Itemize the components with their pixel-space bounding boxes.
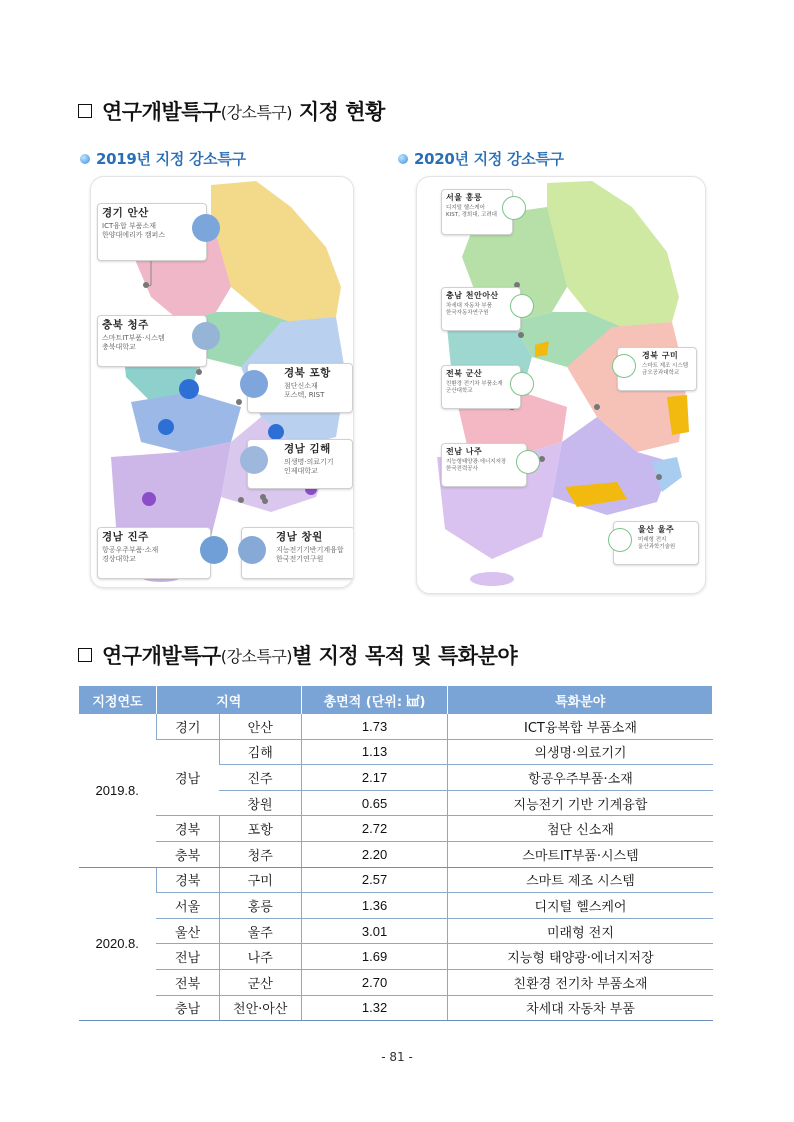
chip-icon xyxy=(612,354,636,378)
area-cell: 3.01 xyxy=(301,918,448,944)
callout-institution: 한양대에리카 캠퍼스 xyxy=(102,230,166,239)
checkbox-square-icon xyxy=(78,648,92,662)
map-title-text: 2020년 지정 강소특구 xyxy=(414,150,564,168)
header-year: 지정연도 xyxy=(79,686,157,714)
callout-gyeongbuk-pohang xyxy=(247,363,353,413)
heading-main: 연구개발특구 xyxy=(102,100,221,124)
callout-jeonnam-naju xyxy=(441,443,527,487)
year-cell: 2019.8. xyxy=(79,714,157,867)
callout-field: 친환경 전기차 부품소재 xyxy=(446,381,503,387)
callout-field: 스마트 제조 시스템 xyxy=(642,363,689,369)
callout-ulsan-ulju xyxy=(613,521,699,565)
area-cell: 2.72 xyxy=(301,816,448,842)
city-cell: 안산 xyxy=(219,714,301,739)
table-row xyxy=(79,969,713,995)
heading-paren: (강소특구) xyxy=(220,646,293,666)
callout-name: 경남 진주 xyxy=(102,531,149,543)
wifi-cloud-icon xyxy=(192,322,220,350)
province-cell: 울산 xyxy=(156,918,219,944)
callout-institution: 금오공과대학교 xyxy=(642,369,680,376)
callout-field: 지능형태양광·에너지저장 xyxy=(446,459,507,465)
circuit-icon xyxy=(238,536,266,564)
callout-name: 경기 안산 xyxy=(102,207,149,219)
area-cell: 1.69 xyxy=(301,944,448,970)
callout-field: 디지털 헬스케어 xyxy=(446,205,485,211)
heading-tail: 별 지정 목적 및 특화분야 xyxy=(292,644,518,668)
callout-field: ICT융합 부품소재 xyxy=(102,222,157,231)
province-cell: 경기 xyxy=(156,714,219,739)
province-cell: 경남 xyxy=(156,739,219,816)
callout-institution: 충북대학교 xyxy=(102,342,136,351)
field-cell: 첨단 신소재 xyxy=(448,816,713,842)
callout-name: 경북 포항 xyxy=(284,367,331,379)
callout-institution: 한국자동차연구원 xyxy=(446,309,489,316)
field-cell: 차세대 자동차 부품 xyxy=(448,995,713,1021)
battery-icon xyxy=(608,528,632,552)
table-row xyxy=(79,714,713,739)
province-cell: 경북 xyxy=(156,867,219,893)
heading-tail: 지정 현황 xyxy=(292,100,385,124)
field-cell: 디지털 헬스케어 xyxy=(448,893,713,919)
table-row xyxy=(79,944,713,970)
molecule-icon xyxy=(240,370,268,398)
map-title-2020 xyxy=(398,148,564,169)
special-zone-table xyxy=(78,686,713,1021)
heading-main: 연구개발특구 xyxy=(102,644,221,668)
callout-chungnam-cheonan-asan xyxy=(441,287,521,331)
callout-name: 전북 군산 xyxy=(446,369,483,378)
callout-jeonbuk-gunsan xyxy=(441,365,521,409)
callout-name: 충남 천안아산 xyxy=(446,291,499,300)
city-cell: 구미 xyxy=(219,867,301,893)
callout-gyeonggi-ansan xyxy=(97,203,207,261)
province-cell: 전북 xyxy=(156,969,219,995)
field-cell: 항공우주부품·소재 xyxy=(448,765,713,791)
area-cell: 2.57 xyxy=(301,867,448,893)
callout-field: 스마트IT부품·시스템 xyxy=(102,334,165,343)
callout-name: 서울 홍릉 xyxy=(446,193,483,202)
callout-gyeongnam-changwon xyxy=(241,527,354,579)
callout-institution: 울산과학기술원 xyxy=(638,543,676,550)
map-2019 xyxy=(90,176,354,588)
table-row xyxy=(79,816,713,842)
callout-seoul-hongneung xyxy=(441,189,513,235)
table-row xyxy=(79,893,713,919)
header-field: 특화분야 xyxy=(448,686,713,714)
callout-institution: 한국전기연구원 xyxy=(276,554,324,563)
callout-gyeongnam-jinju xyxy=(97,527,211,579)
city-cell: 진주 xyxy=(219,765,301,791)
callout-field: 첨단신소재 xyxy=(284,382,318,391)
callout-name: 경남 김해 xyxy=(284,443,331,455)
callout-field: 지능전기기반기계융합 xyxy=(276,546,344,555)
section-heading-designation-status xyxy=(78,96,385,126)
field-cell: 스마트 제조 시스템 xyxy=(448,867,713,893)
callout-name: 경남 창원 xyxy=(276,531,323,543)
heading-paren: (강소특구) xyxy=(220,102,293,122)
area-cell: 1.13 xyxy=(301,739,448,765)
year-cell: 2020.8. xyxy=(79,867,157,1021)
field-cell: 지능전기 기반 기계융합 xyxy=(448,790,713,816)
table-row xyxy=(79,867,713,893)
city-cell: 군산 xyxy=(219,969,301,995)
callout-name: 충북 청주 xyxy=(102,319,149,331)
map-title-2019 xyxy=(80,148,246,169)
city-cell: 청주 xyxy=(219,841,301,867)
map-title-text: 2019년 지정 강소특구 xyxy=(96,150,246,168)
section-heading-purpose-fields xyxy=(78,640,517,670)
province-cell: 충남 xyxy=(156,995,219,1021)
table-row xyxy=(79,739,713,765)
city-cell: 포항 xyxy=(219,816,301,842)
callout-field: 미래형 전지 xyxy=(638,537,667,543)
table-row xyxy=(79,995,713,1021)
callout-institution: 한국전력공사 xyxy=(446,465,478,472)
province-cell: 충북 xyxy=(156,841,219,867)
city-cell: 창원 xyxy=(219,790,301,816)
province-cell: 전남 xyxy=(156,944,219,970)
car-icon xyxy=(510,294,534,318)
city-cell: 울주 xyxy=(219,918,301,944)
callout-name: 경북 구미 xyxy=(642,351,679,360)
callout-chungbuk-cheongju xyxy=(97,315,207,367)
bullet-dot-icon xyxy=(398,154,408,164)
header-area: 총면적 (단위: ㎢) xyxy=(301,686,448,714)
area-cell: 1.73 xyxy=(301,714,448,739)
callout-institution: 포스텍, RIST xyxy=(284,390,325,399)
field-cell: 미래형 전지 xyxy=(448,918,713,944)
bullet-dot-icon xyxy=(80,154,90,164)
callout-gyeongbuk-gumi xyxy=(617,347,697,391)
city-cell: 천안·아산 xyxy=(219,995,301,1021)
callout-name: 울산 울주 xyxy=(638,525,675,534)
field-cell: 친환경 전기차 부품소재 xyxy=(448,969,713,995)
page-number: - 81 - xyxy=(381,1050,413,1064)
dna-icon xyxy=(240,446,268,474)
callout-institution: 경상대학교 xyxy=(102,554,136,563)
header-region: 지역 xyxy=(156,686,301,714)
field-cell: 지능형 태양광·에너지저장 xyxy=(448,944,713,970)
map-2020 xyxy=(416,176,706,594)
checkbox-square-icon xyxy=(78,104,92,118)
callout-institution: KIST, 경희대, 고려대 xyxy=(446,211,497,218)
callout-institution: 인제대학교 xyxy=(284,466,318,475)
city-cell: 홍릉 xyxy=(219,893,301,919)
field-cell: ICT융복합 부품소재 xyxy=(448,714,713,739)
callout-name: 전남 나주 xyxy=(446,447,483,456)
area-cell: 1.36 xyxy=(301,893,448,919)
field-cell: 의생명·의료기기 xyxy=(448,739,713,765)
area-cell: 0.65 xyxy=(301,790,448,816)
table-row xyxy=(79,841,713,867)
table-header-row xyxy=(79,686,713,714)
callout-field: 항공우주부품·소재 xyxy=(102,546,159,555)
electric-car-icon xyxy=(510,372,534,396)
city-cell: 나주 xyxy=(219,944,301,970)
city-cell: 김해 xyxy=(219,739,301,765)
area-cell: 2.17 xyxy=(301,765,448,791)
province-cell: 경북 xyxy=(156,816,219,842)
health-chip-icon xyxy=(502,196,526,220)
field-cell: 스마트IT부품·시스템 xyxy=(448,841,713,867)
area-cell: 2.20 xyxy=(301,841,448,867)
province-cell: 서울 xyxy=(156,893,219,919)
callout-field: 차세대 자동차 부품 xyxy=(446,303,493,309)
table-row xyxy=(79,918,713,944)
area-cell: 2.70 xyxy=(301,969,448,995)
area-cell: 1.32 xyxy=(301,995,448,1021)
callout-institution: 군산대학교 xyxy=(446,387,473,394)
callout-field: 의생명·의료기기 xyxy=(284,458,334,467)
chip-icon xyxy=(192,214,220,242)
callout-gyeongnam-gimhae xyxy=(247,439,353,489)
lightning-icon xyxy=(516,450,540,474)
airplane-icon xyxy=(200,536,228,564)
